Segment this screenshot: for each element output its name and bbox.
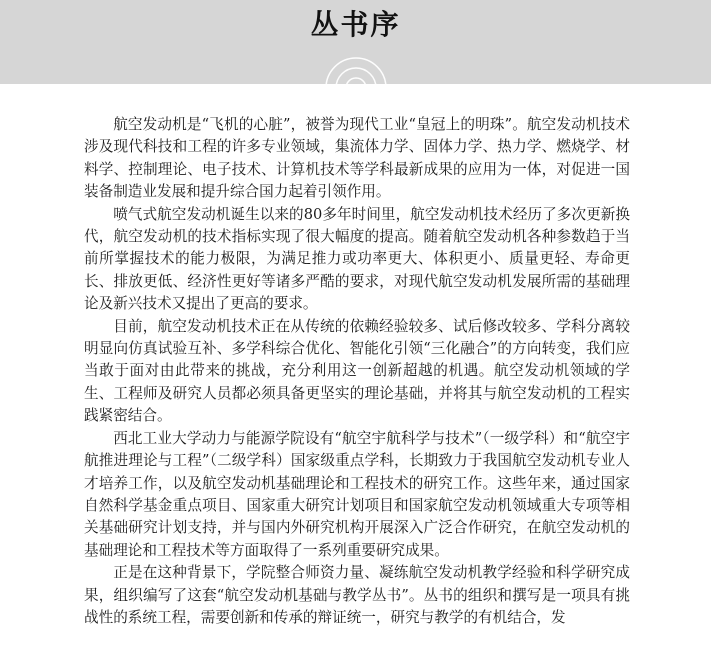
paragraph: 目前，航空发动机技术正在从传统的依赖经验较多、试后修改较多、学科分离较明显向仿真试验互补、多学科综合优化、智能化引领“三化融合”的方向转变，我们应当敢于面对由此带来的挑战，充分利用这一创新超越的机遇。航空发动机领域的学生、工程师及研究人员都必须具备更坚实的理论基础，并将其与航空发动机的工程实践紧密结合。 bbox=[84, 317, 630, 425]
paragraph: 正是在这种背景下，学院整合师资力量、凝练航空发动机教学经验和科学研究成果，组织编写了这套“航空发动机基础与教学丛书”。丛书的组织和撰写是一项具有挑战性的系统工程，需要创新和传承的辩证统一，研究与教学的有机结合，发 bbox=[84, 564, 630, 626]
paragraph: 航空发动机是“飞机的心脏”，被誉为现代工业“皇冠上的明珠”。航空发动机技术涉及现代科技和工程的许多专业领域，集流体力学、固体力学、热力学、燃烧学、材料学、控制理论、电子技术、计算机技术等学科最新成果的应用为一体，对促进一国装备制造业发展和提升综合国力起着引领作用。 bbox=[84, 116, 630, 201]
concentric-circle-emblem-icon bbox=[322, 54, 390, 118]
paragraph: 喷气式航空发动机诞生以来的80多年时间里，航空发动机技术经历了多次更新换代，航空发动机的技术指标实现了很大幅度的提高。随着航空发动机各种参数趋于当前所掌握技术的能力极限，为满足推力或功率更大、体积更小、质量更轻、寿命更长、排放更低、经济性更好等诸多严酷的要求，对现代航空发动机发展所需的基础理论及新兴技术又提出了更高的要求。 bbox=[84, 205, 630, 313]
paragraph: 西北工业大学动力与能源学院设有“航空宇航科学与技术”（一级学科）和“航空宇航推进理论与工程”（二级学科）国家级重点学科，长期致力于我国航空发动机专业人才培养工作，以及航空发动机基础理论和工程技术的研究工作。这些年来，通过国家自然科学基金重点项目、国家重大研究计划项目和国家航空发动机领域重大专项等相关基础研究计划支持，并与国内外研究机构开展深入广泛合作研究，在航空发动机的基础理论和工程技术等方面取得了一系列重要研究成果。 bbox=[84, 429, 630, 559]
page-title: 丛书序 bbox=[310, 8, 401, 41]
preface-body bbox=[84, 114, 630, 629]
